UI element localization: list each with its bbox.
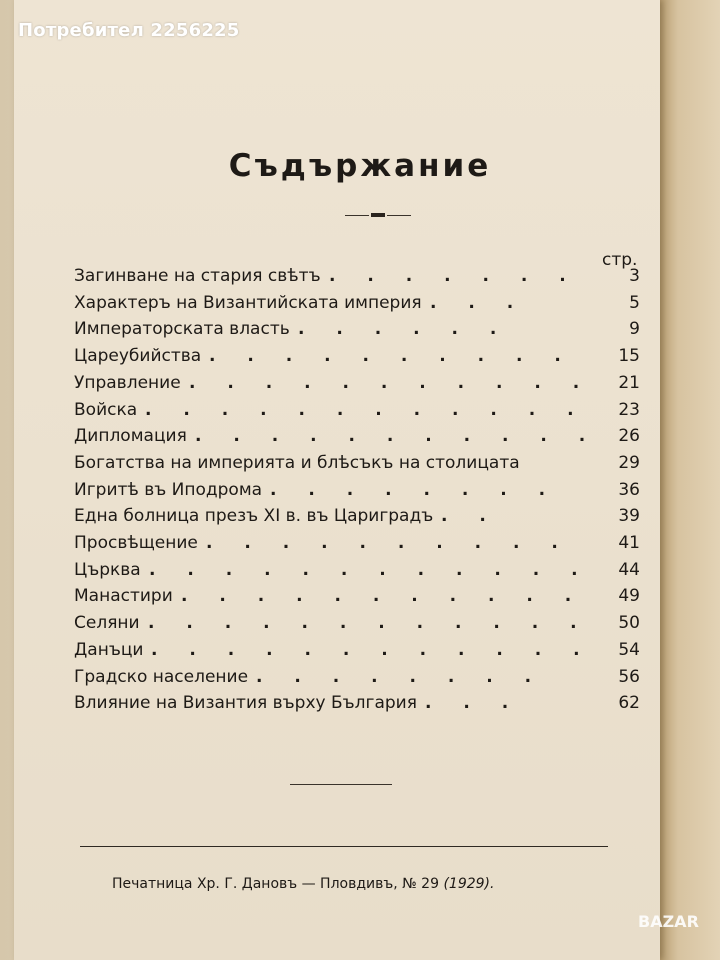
toc-entry (74, 613, 640, 639)
toc-entry-title: Цареубийства (74, 346, 202, 367)
toc-entry-page: 50 (618, 613, 640, 634)
toc-entry-title: Църква (74, 559, 141, 580)
toc-entry-page: 41 (618, 533, 640, 553)
toc-entry (74, 480, 640, 506)
toc-entry-page: 21 (618, 372, 640, 393)
closing-rule (290, 784, 392, 785)
toc-entry-title: Характеръ на Византийската империя (74, 292, 422, 313)
toc-entry (74, 346, 640, 372)
toc-entry-title: Влияние на Византия върху България (74, 693, 417, 714)
toc-entry-page: 23 (618, 399, 640, 420)
toc-entry-page: 44 (618, 559, 640, 580)
imprint-text: Печатница Хр. Г. Дановъ — Пловдивъ, № 29 (112, 876, 439, 892)
toc-entry (74, 533, 640, 559)
toc-entry-page: 39 (618, 506, 640, 527)
toc-entry-title: Дипломация (74, 426, 187, 447)
toc-entry (74, 319, 640, 345)
toc-entry-page: 29 (618, 452, 640, 473)
toc-entry-leader: . . . . . . . . . . . . (145, 399, 587, 420)
toc-entry-leader: . . . . . . . . . . . (181, 586, 585, 607)
toc-entry-title: Селяни (74, 613, 140, 634)
toc-entry-page: 9 (629, 319, 640, 340)
user-watermark: Потребител 2256225 (18, 20, 240, 41)
toc-entry-page: 56 (618, 666, 640, 687)
toc-entry-title: Игритѣ въ Ипoдрома (74, 479, 263, 500)
toc-entry-leader: . . . (425, 693, 522, 714)
toc-entry-title: Богатства на империята и блѣсъкъ на столицата (74, 452, 520, 473)
toc-entry-leader: . . . . . . . . . . (209, 346, 574, 367)
toc-entry-title: Градско население (74, 666, 249, 687)
page-column-label: стр. (602, 250, 638, 270)
imprint-year: (1929). (443, 876, 495, 892)
toc-entry-leader: . . . . . . . . (256, 666, 545, 687)
toc-entry-leader: . . . . . . . . . . . (189, 372, 593, 393)
toc-entry-title: Императорската власть (74, 319, 290, 340)
footer-rule (80, 846, 608, 847)
toc-entry-leader: . . . . . . . . . . . (195, 426, 599, 447)
toc-entry (74, 640, 640, 666)
toc-entry-leader: . . . . . . . . (270, 479, 559, 500)
toc-entry-page: 5 (629, 292, 640, 313)
toc-entry-leader: . . . . . . . . . . . . (148, 613, 590, 634)
toc-entry (74, 506, 640, 532)
toc-entry (74, 586, 640, 612)
toc-entry-title: Просвѣщение (74, 533, 198, 553)
toc-entry (74, 373, 640, 399)
toc-entry-leader: . . . (430, 292, 527, 313)
toc-entry-page: 3 (629, 266, 640, 286)
toc-entry-leader: . . . . . . . . . . (206, 533, 571, 553)
toc-entry-page: 62 (618, 693, 640, 714)
toc-entry-title: Загинване на стария свѣтъ (74, 266, 321, 286)
toc-entry-title: Манастири (74, 586, 173, 607)
bazar-logo: BAZAR (638, 912, 699, 931)
toc-entry (74, 693, 640, 719)
toc-entry-leader: . . . . . . . . . . . . (151, 639, 593, 660)
toc-entry-page: 36 (618, 479, 640, 500)
toc-entry (74, 560, 640, 586)
toc-entry (74, 667, 640, 693)
title-ornament (345, 212, 411, 220)
toc-entry (74, 293, 640, 319)
page-title: Съдържание (228, 148, 492, 184)
toc-entry-page: 54 (618, 639, 640, 660)
toc-entry-title: Управление (74, 372, 181, 393)
toc-entry (74, 453, 640, 479)
toc-entry-title: Войска (74, 399, 138, 420)
toc-entry-leader: . . (441, 506, 499, 527)
printer-imprint (112, 876, 494, 892)
toc-entry-title: Една болница презъ XI в. въ Цариградъ (74, 506, 434, 527)
toc-entry (74, 266, 640, 292)
next-page-edge (660, 0, 720, 960)
toc-entry-leader: . . . . . . . (329, 266, 579, 286)
toc-entry-page: 15 (618, 346, 640, 367)
toc-entry-leader: . . . . . . (298, 319, 510, 340)
toc-entry-leader: . . . . . . . . . . . . (149, 559, 591, 580)
toc-entry (74, 400, 640, 426)
toc-entry-title: Данъци (74, 639, 144, 660)
toc-entry-page: 49 (618, 586, 640, 607)
toc-entry (74, 426, 640, 452)
toc-entry-page: 26 (618, 426, 640, 447)
